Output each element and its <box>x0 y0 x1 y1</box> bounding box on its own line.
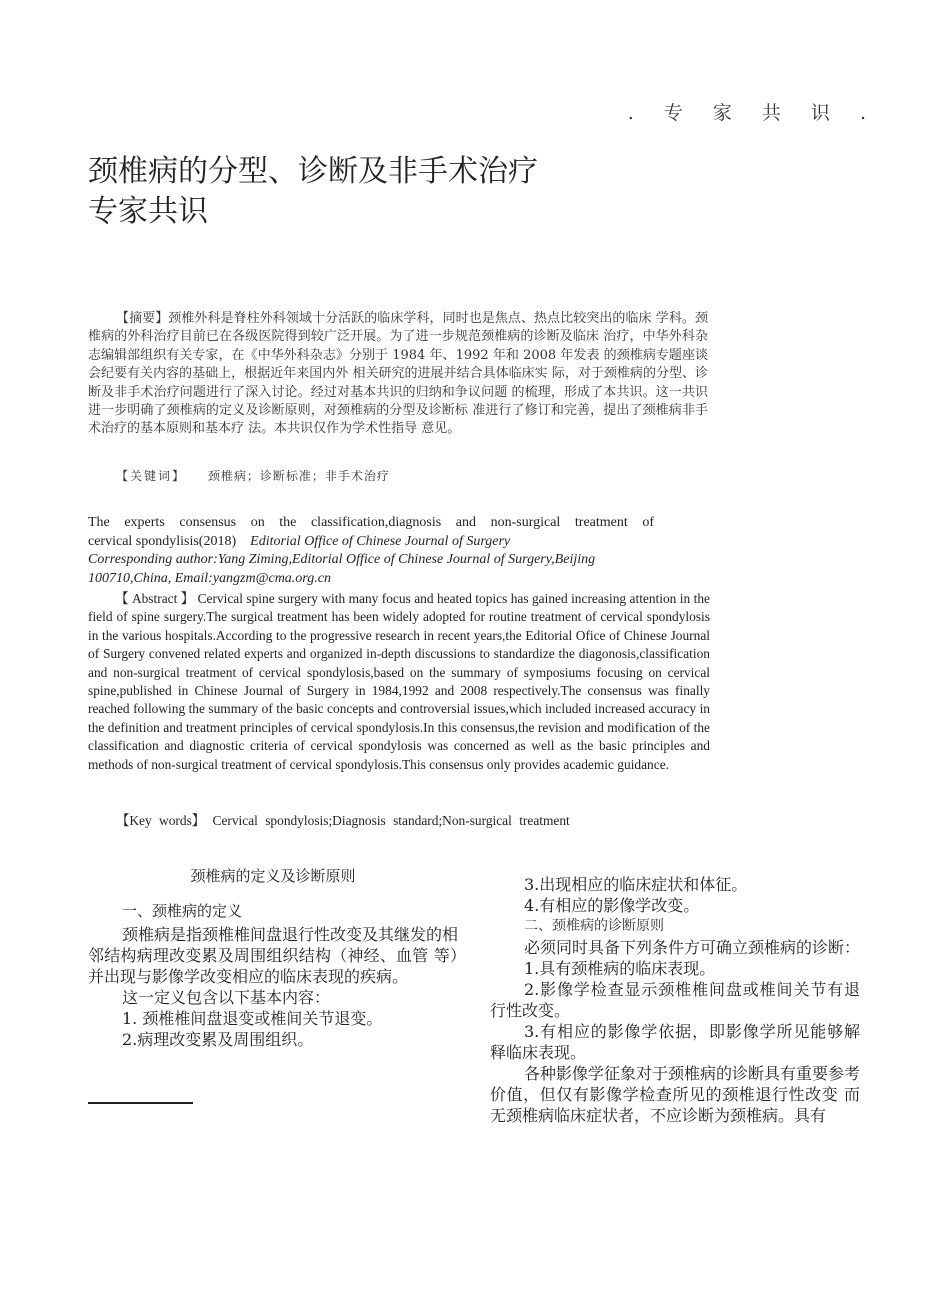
imaging-paragraph: 各种影像学征象对于颈椎病的诊断具有重要参考价值，但仅有影像学检查所见的颈椎退行性改变 而无颈椎病临床症状者，不应诊断为颈椎病。具有 <box>490 1064 861 1125</box>
left-column <box>88 866 458 1050</box>
english-title-line-1: The experts consensus on the classification,diagnosis and non-surgical treatment of <box>88 515 654 530</box>
english-abstract <box>88 590 710 774</box>
title-line-1: 颈椎病的分型、诊断及非手术治疗 <box>88 154 538 189</box>
english-keywords: 【Key words】 Cervical spondylosis;Diagnosis standard;Non-surgical treatment <box>116 813 570 828</box>
chinese-keywords <box>116 467 390 484</box>
definition-item-4: 4.有相应的影像学改变。 <box>524 896 700 915</box>
definition-item-3: 3.出现相应的临床症状和体征。 <box>524 875 748 894</box>
subsection-diagnosis: 二、颈椎病的诊断原则 <box>524 918 664 934</box>
diagnosis-criterion-2: 2.影像学检查显示颈椎椎间盘或椎间关节有退 行性改变。 <box>490 980 860 1020</box>
diagnosis-criterion-3: 3.有相应的影像学依据，即影像学所见能够解 释临床表现。 <box>490 1022 860 1062</box>
definition-content-intro: 这一定义包含以下基本内容： <box>122 988 331 1007</box>
chinese-abstract-text: 【摘要】颈椎外科是脊柱外科领域十分活跃的临床学科，同时也是焦点、热点比较突出的临床 学科。颈椎病的外科治疗目前已在各级医院得到较广泛开展。为了进一步规范颈椎病的诊断及临床 治疗，中华外科杂志编辑部组织有关专家，在《中华外科杂志》分别于 1984 年、1992 年和 2008 年发表 的颈椎病专题座谈会纪要有关内容的基础上，根据近年来国内外 相关研究的进展并结合具体临床实 际，对于颈椎病的分型、诊断及非手术治疗问题进行了深入讨论。经过对基本共识的归纳和争议问题 的梳理，形成了本共识。这一共识进一步明确了颈椎病的定义及诊断原则，对颈椎病的分型及诊断标 准进行了修订和完善，提出了颈椎病非手术治疗的基本原则和基本疗 法。本共识仅作为学术性指导 意见。 <box>88 311 708 437</box>
chinese-abstract <box>88 310 708 439</box>
chinese-keywords-values: 颈椎病；诊断标准；非手术治疗 <box>207 469 390 483</box>
definition-item-2: 2.病理改变累及周围组织。 <box>122 1030 314 1049</box>
english-title-block <box>88 514 654 588</box>
footnote-rule <box>88 1102 193 1104</box>
diagnosis-intro: 必须同时具备下列条件方可确立颈椎病的诊断： <box>524 938 861 957</box>
english-abstract-text: 【 Abstract 】 Cervical spine surgery with many focus and heated topics has gained increasing attention in the field of spine surgery.The surgical treatment has been widely adopted for routine treatment of cervical spondylosis in the various hospitals.According to the progressive research in recent years,the Editorial Ofice of Chinese Journal of Surgery convened related experts and organized in-depth discussions to standardize the diagonosis,classification and non-surgical treatment of cervical spondylosis,based on the summary of symposiums focusing on cervical spine,published in Chinese Journal of Surgery in 1984,1992 and 2008 respectively.The consensus was finally reached following the summary of the basic concepts and controversial issues,which included increased accuracy in the definition and treatment principles of cervical spondylosis.In this consensus,the revision and modification of the classification and diagnostic criteria of cervical spondylosis was concerned as well as the basic principles and methods of non-surgical treatment of cervical spondylosis.This consensus only provides academic guidance. <box>88 591 710 772</box>
english-title-year: cervical spondylisis(2018) <box>88 533 237 549</box>
section-tag: . 专 家 共 识 . <box>627 102 878 124</box>
diagnosis-criterion-1: 1.具有颈椎病的临床表现。 <box>524 959 716 978</box>
english-journal-name: Editorial Office of Chinese Journal of Surgery <box>250 533 511 549</box>
definition-item-1: 1. 颈椎椎间盘退变或椎间关节退变。 <box>122 1009 383 1028</box>
subsection-definition: 一、颈椎病的定义 <box>122 902 243 920</box>
article-title <box>88 152 538 232</box>
corresponding-author-line-1: Corresponding author:Yang Ziming,Editorial Office of Chinese Journal of Surgery,Beijing <box>88 552 596 567</box>
definition-paragraph: 颈椎病是指颈椎椎间盘退行性改变及其继发的相邻结构病理改变累及周围组织结构（神经、血管 等）并出现与影像学改变相应的临床表现的疾病。 <box>88 925 459 986</box>
section-heading: 颈椎病的定义及诊断原则 <box>190 867 356 885</box>
right-column <box>490 874 860 1126</box>
chinese-keywords-label: 【关键词】 <box>116 469 187 483</box>
title-line-2: 专家共识 <box>88 194 208 229</box>
corresponding-author-line-2: 100710,China, Email:yangzm@cma.org.cn <box>88 570 331 586</box>
english-title-line-2 <box>88 533 654 552</box>
